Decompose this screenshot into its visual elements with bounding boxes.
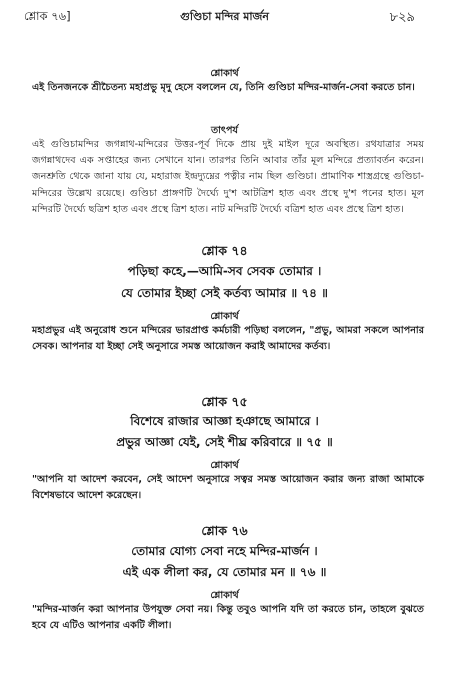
translation-label: শ্লোকার্থ <box>210 590 239 601</box>
verse-76-line-1: তোমার যোগ্য সেবা নহে মন্দির-মার্জন । <box>131 544 318 558</box>
translation-text: এই তিনজনকে শ্রীচৈতন্য মহাপ্রভু মৃদু হেসে বললেন যে, তিনি গুণ্ডিচা মন্দির-মার্জন-সেবা করতে চান। <box>32 82 415 93</box>
purport-text: এই গুণ্ডিচামন্দির জগন্নাথ-মন্দিরের উত্তর-পূর্ব দিকে প্রায় দুই মাইল দূরে অবস্থিত। রথযাত্রার সময় জগন্নাথদেব এক সপ্তাহের জন্য সেখানে যান। তারপর তিনি আবার তাঁর মূল মন্দিরে প্রত্যাবর্তন করেন। জনশ্রুতি থেকে জানা যায় যে, মহারাজ ইন্দ্রদ্যুম্নের পত্নীর নাম ছিল গুণ্ডিচা। প্রামাণিক শাস্ত্রগ্রন্থে গুণ্ডিচা-মন্দিরের উল্লেখ রয়েছে। গুণ্ডিচা প্রাঙ্গণটি দৈর্ঘ্যে দু'শ আটত্রিশ হাত এবং প্রস্থে দু'শ পনের হাত। মূল মন্দিরটি দৈর্ঘ্যে ছত্রিশ হাত এবং প্রস্থে ত্রিশ হাত। নাট মন্দিরটি দৈর্ঘ্যে বত্রিশ হাত এবং প্রস্থে ত্রিশ হাত। <box>32 139 424 215</box>
verse-76-line-2: এই এক লীলা কর, যে তোমার মন ॥ ৭৬ ॥ <box>122 565 327 579</box>
verse-74-line-2: যে তোমার ইচ্ছা সেই কর্তব্য আমার ॥ ৭৪ ॥ <box>121 286 328 300</box>
verse-76-heading: শ্লোক ৭৬ <box>201 523 248 538</box>
verse-75-heading: শ্লোক ৭৫ <box>201 394 248 409</box>
verse-75-line-1: বিশেষে রাজার আজ্ঞা হঞাছে আমারে । <box>130 414 319 428</box>
verse-75-line-2: প্রভুর আজ্ঞা যেই, সেই শীঘ্র করিবারে ॥ ৭৫ ॥ <box>116 435 333 449</box>
verse-74-heading: শ্লোক ৭৪ <box>201 243 248 258</box>
purport-label: তাৎপর্য <box>211 125 238 136</box>
translation-label: শ্লোকার্থ <box>210 311 239 322</box>
running-head-verse: শ্লোক ৭৬] <box>24 9 71 23</box>
running-head-title: গুণ্ডিচা মন্দির মার্জন <box>180 10 269 23</box>
translation-text: "আপনি যা আদেশ করবেন, সেই আদেশ অনুসারে সত্বর সমস্ত আয়োজন করার জন্য রাজা আমাকে বিশেষভাবে আদেশ করেছেন। <box>32 474 424 502</box>
page-number: ৮২৯ <box>389 10 415 25</box>
verse-74-line-1: পড়িছা কহে,—আমি-সব সেবক তোমার । <box>127 264 322 278</box>
translation-label: শ্লোকার্থ <box>210 460 239 471</box>
translation-label: শ্লোকার্থ <box>210 68 239 79</box>
translation-text: মহাপ্রভুর এই অনুরোধ শুনে মন্দিরের ভারপ্রাপ্ত কর্মচারী পড়িছা বললেন, "প্রভু, আমরা সকলে আপনার সেবক। আপনার যা ইচ্ছা সেই অনুসারে সমস্ত আয়োজন করাই আমাদের কর্তব্য। <box>32 325 424 353</box>
translation-text: "মন্দির-মার্জন করা আপনার উপযুক্ত সেবা নয়। কিন্তু তবুও আপনি যদি তা করতে চান, তাহলে বুঝতে হবে যে এটিও আপনার একটি লীলা। <box>32 604 424 632</box>
